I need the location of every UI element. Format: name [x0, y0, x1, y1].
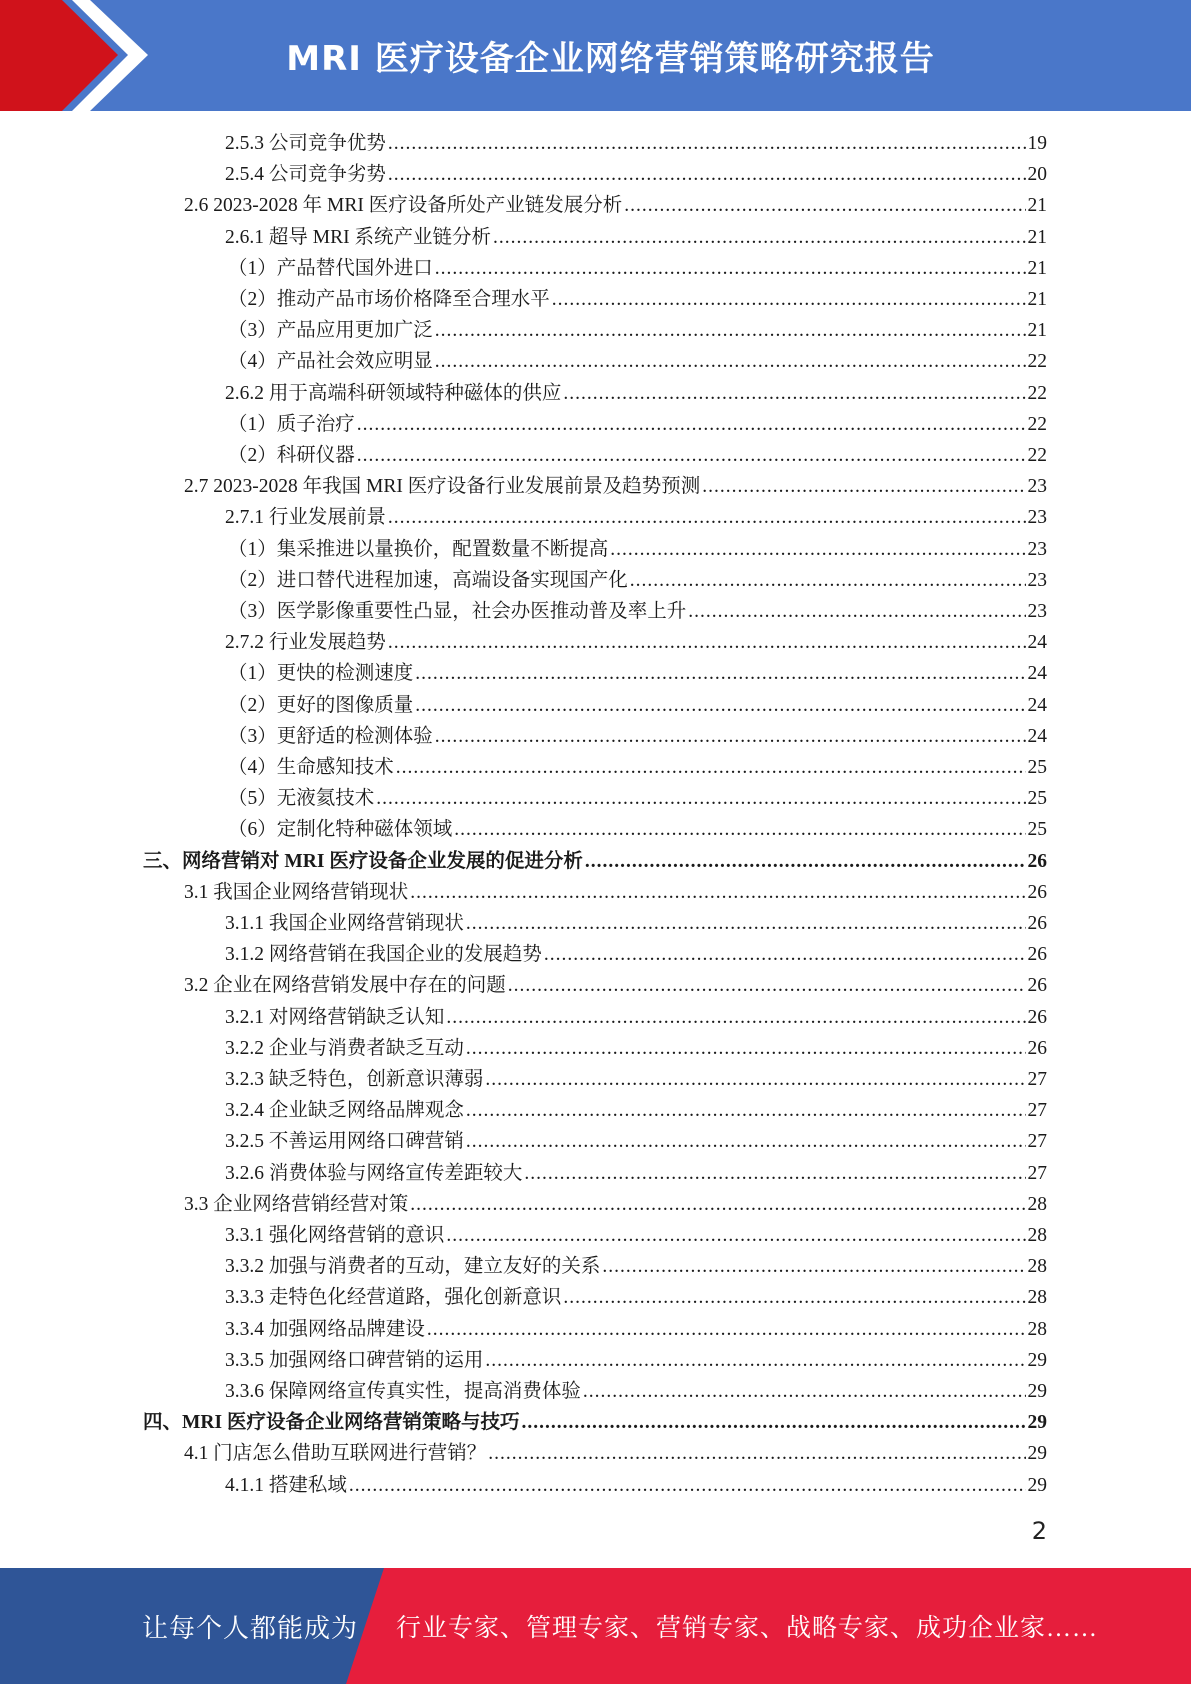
- toc-entry[interactable]: [228, 658, 1047, 689]
- toc-entry-title: 2.7.2 行业发展趋势: [225, 632, 386, 654]
- toc-leader-dots: [702, 471, 1025, 502]
- toc-entry[interactable]: [228, 721, 1047, 752]
- toc-entry[interactable]: [225, 1126, 1047, 1157]
- toc-entry-page: 29: [1027, 1412, 1047, 1434]
- toc-entry[interactable]: [225, 1282, 1047, 1313]
- toc-entry-title: 3.3.5 加强网络口碑营销的运用: [225, 1349, 484, 1371]
- toc-entry-page: 29: [1027, 1349, 1047, 1371]
- toc-leader-dots: [466, 1126, 1026, 1157]
- toc-leader-dots: [357, 440, 1026, 471]
- toc-entry[interactable]: [225, 1345, 1047, 1376]
- toc-entry-title: 3.2.6 消费体验与网络宣传差距较大: [225, 1162, 523, 1184]
- toc-leader-dots: [388, 159, 1026, 190]
- toc-entry-title: （6）定制化特种磁体领域: [228, 819, 453, 841]
- toc-entry-title: 3.3.2 加强与消费者的互动，建立友好的关系: [225, 1256, 601, 1278]
- toc-leader-dots: [585, 846, 1026, 877]
- toc-entry[interactable]: [228, 596, 1047, 627]
- toc-entry-page: 24: [1027, 725, 1047, 747]
- toc-entry[interactable]: [184, 1438, 1047, 1469]
- toc-entry[interactable]: [228, 284, 1047, 315]
- toc-entry[interactable]: [228, 783, 1047, 814]
- toc-entry[interactable]: [228, 752, 1047, 783]
- toc-leader-dots: [376, 783, 1025, 814]
- toc-leader-dots: [602, 1251, 1025, 1282]
- toc-entry-page: 23: [1027, 569, 1047, 591]
- toc-entry-title: （1）集采推进以量换价，配置数量不断提高: [228, 538, 609, 560]
- toc-entry-title: 3.1.1 我国企业网络营销现状: [225, 913, 464, 934]
- toc-entry-page: 29: [1027, 1443, 1047, 1465]
- page-footer: [0, 1568, 1191, 1684]
- toc-entry-page: 29: [1027, 1381, 1047, 1402]
- toc-entry-title: 3.3.4 加强网络品牌建设: [225, 1318, 425, 1340]
- toc-entry[interactable]: [228, 440, 1047, 471]
- toc-entry[interactable]: [225, 627, 1047, 658]
- toc-entry-page: 21: [1027, 289, 1047, 310]
- toc-entry-title: （3）更舒适的检测体验: [228, 725, 433, 747]
- toc-entry-title: 3.2 企业在网络营销发展中存在的问题: [184, 975, 506, 997]
- toc-entry-page: 27: [1027, 1131, 1047, 1153]
- toc-leader-dots: [485, 1064, 1025, 1095]
- toc-entry[interactable]: [225, 128, 1047, 159]
- toc-leader-dots: [435, 253, 1026, 284]
- toc-entry[interactable]: [225, 1376, 1047, 1407]
- toc-entry-title: 3.3.1 强化网络营销的意识: [225, 1225, 445, 1246]
- toc-entry-page: 21: [1027, 226, 1047, 248]
- toc-entry[interactable]: [184, 877, 1047, 908]
- toc-entry-title: 2.7.1 行业发展前景: [225, 507, 386, 529]
- toc-entry-title: 2.6.1 超导 MRI 系统产业链分析: [225, 226, 491, 248]
- toc-entry[interactable]: [225, 908, 1047, 939]
- toc-leader-dots: [415, 690, 1025, 721]
- toc-leader-dots: [466, 908, 1026, 939]
- toc-entry-title: （2）更好的图像质量: [228, 694, 414, 716]
- toc-entry-title: 4.1.1 搭建私域: [225, 1474, 347, 1496]
- toc-entry-title: 3.2.4 企业缺乏网络品牌观念: [225, 1100, 464, 1122]
- toc-entry-title: （2）科研仪器: [228, 445, 355, 466]
- toc-entry-page: 24: [1027, 632, 1047, 654]
- toc-entry[interactable]: [225, 1095, 1047, 1126]
- toc-leader-dots: [630, 565, 1026, 596]
- toc-entry[interactable]: [228, 315, 1047, 346]
- toc-entry-title: 4.1 门店怎么借助互联网进行营销？: [184, 1443, 487, 1465]
- toc-entry-page: 28: [1027, 1287, 1047, 1309]
- toc-entry[interactable]: [225, 159, 1047, 190]
- toc-leader-dots: [688, 596, 1025, 627]
- toc-leader-dots: [624, 190, 1025, 221]
- toc-entry[interactable]: [184, 970, 1047, 1001]
- toc-entry[interactable]: [184, 471, 1047, 502]
- toc-entry[interactable]: [228, 534, 1047, 565]
- toc-leader-dots: [583, 1376, 1026, 1407]
- toc-entry-title: （4）产品社会效应明显: [228, 351, 433, 373]
- toc-entry-page: 26: [1027, 975, 1047, 997]
- toc-entry-title: （2）推动产品市场价格降至合理水平: [228, 289, 550, 310]
- toc-entry-title: 3.2.3 缺乏特色，创新意识薄弱: [225, 1069, 484, 1090]
- toc-entry[interactable]: [225, 1064, 1047, 1095]
- toc-entry-page: 27: [1027, 1069, 1047, 1090]
- toc-entry-page: 23: [1027, 538, 1047, 560]
- toc-entry-title: 3.2.5 不善运用网络口碑营销: [225, 1131, 464, 1153]
- toc-entry-title: 3.1.2 网络营销在我国企业的发展趋势: [225, 944, 542, 966]
- toc-entry-title: （1）更快的检测速度: [228, 663, 414, 685]
- toc-leader-dots: [435, 346, 1026, 377]
- toc-entry-title: 3.2.1 对网络营销缺乏认知: [225, 1006, 445, 1028]
- toc-entry[interactable]: [225, 1033, 1047, 1064]
- toc-entry-page: 21: [1027, 257, 1047, 279]
- toc-leader-dots: [493, 222, 1026, 253]
- toc-leader-dots: [454, 814, 1025, 845]
- toc-entry-page: 22: [1027, 413, 1047, 435]
- toc-entry[interactable]: [184, 190, 1047, 221]
- toc-leader-dots: [485, 1345, 1025, 1376]
- toc-leader-dots: [524, 1158, 1025, 1189]
- toc-entry[interactable]: [225, 939, 1047, 970]
- toc-entry-title: 2.6 2023-2028 年 MRI 医疗设备所处产业链发展分析: [184, 195, 623, 217]
- toc-entry-title: 三、网络营销对 MRI 医疗设备企业发展的促进分析: [143, 850, 583, 872]
- toc-entry-page: 25: [1027, 819, 1047, 841]
- toc-leader-dots: [508, 970, 1026, 1001]
- toc-entry-page: 26: [1027, 913, 1047, 934]
- toc-leader-dots: [349, 1470, 1026, 1501]
- toc-entry-page: 22: [1027, 351, 1047, 373]
- toc-entry[interactable]: [225, 378, 1047, 409]
- toc-entry-page: 22: [1027, 382, 1047, 404]
- toc-leader-dots: [388, 627, 1026, 658]
- toc-leader-dots: [435, 315, 1026, 346]
- toc-entry-page: 28: [1027, 1225, 1047, 1246]
- toc-entry-page: 26: [1027, 850, 1047, 872]
- toc-entry[interactable]: [225, 1251, 1047, 1282]
- toc-entry-title: 3.2.2 企业与消费者缺乏互动: [225, 1037, 464, 1059]
- toc-entry-title: 2.5.3 公司竞争优势: [225, 133, 386, 154]
- toc-leader-dots: [388, 502, 1026, 533]
- footer-slogan-left: 让每个人都能成为: [142, 1613, 359, 1643]
- toc-leader-dots: [415, 658, 1025, 689]
- toc-entry-page: 28: [1027, 1256, 1047, 1278]
- toc-entry-page: 21: [1027, 320, 1047, 342]
- toc-entry[interactable]: [228, 690, 1047, 721]
- toc-entry-title: 3.3 企业网络营销经营对策: [184, 1193, 409, 1215]
- toc-entry-page: 26: [1027, 1006, 1047, 1028]
- toc-leader-dots: [435, 721, 1026, 752]
- toc-entry-page: 20: [1027, 164, 1047, 186]
- toc-entry-page: 26: [1027, 1037, 1047, 1059]
- toc-entry-title: （5）无液氦技术: [228, 788, 375, 810]
- toc-leader-dots: [552, 284, 1026, 315]
- toc-entry-page: 19: [1027, 133, 1047, 154]
- toc-entry-title: （4）生命感知技术: [228, 757, 394, 778]
- toc-entry[interactable]: [228, 346, 1047, 377]
- toc-entry-title: 四、MRI 医疗设备企业网络营销策略与技巧: [143, 1412, 520, 1434]
- toc-leader-dots: [610, 534, 1025, 565]
- toc-entry-title: 2.5.4 公司竞争劣势: [225, 164, 386, 186]
- toc-entry-title: （1）产品替代国外进口: [228, 257, 433, 279]
- toc-entry-page: 28: [1027, 1318, 1047, 1340]
- toc-entry-title: 3.3.6 保障网络宣传真实性，提高消费体验: [225, 1381, 581, 1402]
- toc-entry[interactable]: [225, 1314, 1047, 1345]
- toc-entry[interactable]: [225, 1158, 1047, 1189]
- toc-entry-title: 3.3.3 走特色化经营道路，强化创新意识: [225, 1287, 562, 1309]
- toc-entry-page: 23: [1027, 476, 1047, 498]
- toc-entry[interactable]: [225, 1220, 1047, 1251]
- toc-entry-title: （3）产品应用更加广泛: [228, 320, 433, 342]
- toc-leader-dots: [410, 877, 1025, 908]
- toc-leader-dots: [446, 1002, 1025, 1033]
- toc-entry[interactable]: [225, 222, 1047, 253]
- report-title: MRI 医疗设备企业网络营销策略研究报告: [286, 39, 935, 79]
- toc-entry-page: 26: [1027, 881, 1047, 903]
- toc-entry-page: 27: [1027, 1162, 1047, 1184]
- toc-entry[interactable]: [143, 1407, 1047, 1438]
- toc-entry-title: 2.7 2023-2028 年我国 MRI 医疗设备行业发展前景及趋势预测: [184, 476, 701, 498]
- toc-leader-dots: [563, 1282, 1025, 1313]
- toc-entry-page: 29: [1027, 1474, 1047, 1496]
- toc-entry[interactable]: [225, 1470, 1047, 1501]
- toc-leader-dots: [544, 939, 1026, 970]
- page-number: 2: [1031, 1517, 1047, 1545]
- header-chevron-decoration: [0, 0, 150, 111]
- toc-entry-title: 2.6.2 用于高端科研领域特种磁体的供应: [225, 382, 562, 404]
- toc-leader-dots: [521, 1407, 1025, 1438]
- toc-leader-dots: [563, 378, 1025, 409]
- toc-entry-page: 23: [1027, 507, 1047, 529]
- toc-entry[interactable]: [228, 565, 1047, 596]
- toc-entry[interactable]: [184, 1189, 1047, 1220]
- toc-entry-page: 28: [1027, 1193, 1047, 1215]
- toc-entry-page: 23: [1027, 601, 1047, 622]
- toc-leader-dots: [446, 1220, 1025, 1251]
- footer-slogan-right: 行业专家、管理专家、营销专家、战略专家、成功企业家……: [396, 1615, 1099, 1642]
- toc-entry-page: 24: [1027, 663, 1047, 685]
- toc-leader-dots: [427, 1314, 1026, 1345]
- toc-leader-dots: [357, 409, 1026, 440]
- toc-entry-page: 22: [1027, 445, 1047, 466]
- toc-entry[interactable]: [225, 502, 1047, 533]
- toc-entry-title: （1）质子治疗: [228, 413, 355, 435]
- toc-entry-title: （3）医学影像重要性凸显，社会办医推动普及率上升: [228, 601, 687, 622]
- toc-leader-dots: [396, 752, 1026, 783]
- toc-entry-title: （2）进口替代进程加速，高端设备实现国产化: [228, 569, 628, 591]
- toc-entry[interactable]: [143, 846, 1047, 877]
- toc-leader-dots: [410, 1189, 1025, 1220]
- toc-entry-page: 24: [1027, 694, 1047, 716]
- toc-entry[interactable]: [228, 814, 1047, 845]
- toc-leader-dots: [466, 1033, 1026, 1064]
- toc-leader-dots: [466, 1095, 1026, 1126]
- toc-entry-page: 26: [1027, 944, 1047, 966]
- toc-entry-page: 21: [1027, 195, 1047, 217]
- toc-entry-page: 27: [1027, 1100, 1047, 1122]
- toc-entry-page: 25: [1027, 757, 1047, 778]
- toc-entry[interactable]: [225, 1002, 1047, 1033]
- toc-entry[interactable]: [228, 253, 1047, 284]
- toc-entry[interactable]: [228, 409, 1047, 440]
- page-header: [0, 0, 1191, 111]
- toc-entry-page: 25: [1027, 788, 1047, 810]
- toc-leader-dots: [488, 1438, 1025, 1469]
- toc-leader-dots: [388, 128, 1026, 159]
- toc-entry-title: 3.1 我国企业网络营销现状: [184, 881, 409, 903]
